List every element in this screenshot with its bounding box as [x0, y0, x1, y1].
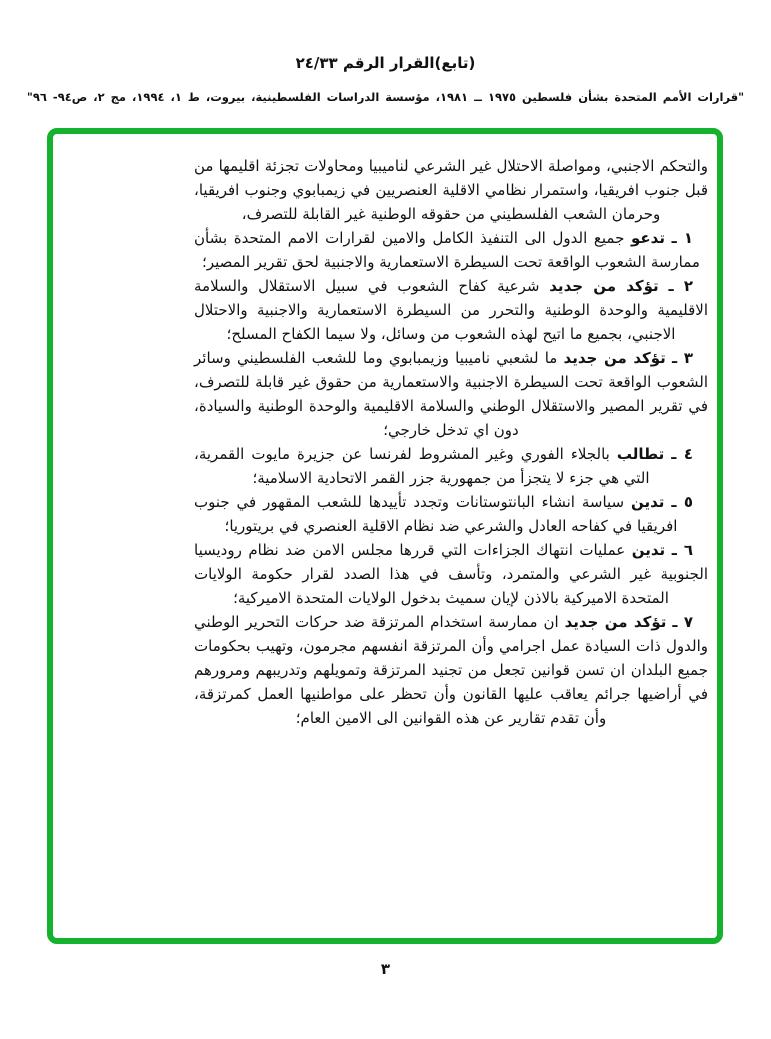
clause-verb: تؤكد من جديد — [563, 349, 666, 367]
clause-text: شرعية كفاح الشعوب في سبيل الاستقلال والسلامة الاقليمية والوحدة الوطنية والتحرر من السيطرة الاستعمارية والاجنبية والاحتلال الاجنبي، بجميع ما اتيح لهذه الشعوب من وسائل، ولا سيما الكفاح المسلح؛ — [194, 277, 708, 343]
clause-number: ٢ ـ — [668, 277, 693, 295]
page-number: ٣ — [380, 960, 391, 978]
clause-paragraph-7 — [194, 610, 708, 730]
resolution-body — [194, 154, 708, 730]
clause-verb: تؤكد من جديد — [564, 613, 667, 631]
clause-text: ان ممارسة استخدام المرتزقة ضد حركات التحرير الوطني والدول ذات السيادة عمل اجرامي وأن المرتزقة انفسهم مجرمون، وتهيب بحكومات جميع البلدان ان تسن قوانين تجعل من تجنيد المرتزقة وتمويلهم وتدريبهم ومرورهم في أراضيها جرائم يعاقب عليها القانون وأن تحظر على مواطنيها العمل كمرتزقة، وأن تقدم تقارير عن هذه القوانين الى الامين العام؛ — [194, 613, 708, 727]
clause-text: بالجلاء الفوري وغير المشروط لفرنسا عن جزيرة مايوت القمرية، التي هي جزء لا يتجزأ من جمهورية جزر القمر الاتحادية الاسلامية؛ — [194, 445, 650, 487]
clause-number: ٦ ـ — [671, 541, 693, 559]
resolution-title: (تابع)القرار الرقم ٢٤/٣٣ — [295, 54, 476, 72]
clause-verb: تؤكد من جديد — [549, 277, 659, 295]
clause-paragraph-3 — [194, 346, 708, 442]
clause-number: ٣ ـ — [672, 349, 693, 367]
green-frame — [47, 128, 723, 944]
clause-number: ٤ ـ — [671, 445, 693, 463]
clause-paragraph-6 — [194, 538, 708, 610]
clause-verb: تطالب — [616, 445, 665, 463]
clause-text: عمليات انتهاك الجزاءات التي قررها مجلس الامن ضد نظام روديسيا الجنوبية غير الشرعي والمتمرد، وتأسف في هذا الصدد لقرار حكومة الولايات المتحدة الاميركية بالاذن لإيان سميث بدخول الولايات المتحدة الاميركية؛ — [194, 541, 708, 607]
clause-number: ٧ ـ — [672, 613, 694, 631]
clause-paragraph-5 — [194, 490, 708, 538]
clause-text: جميع الدول الى التنفيذ الكامل والامين لقرارات الامم المتحدة بشأن ممارسة الشعوب الواقعة تحت السيطرة الاستعمارية والاجنبية لحق تقرير المصير؛ — [194, 229, 700, 271]
clause-verb: تدين — [631, 541, 666, 559]
preamble-paragraph: والتحكم الاجنبي، ومواصلة الاحتلال غير الشرعي لناميبيا ومحاولات تجزئة اقليمها من قبل جنوب افريقيا، واستمرار نظامي الاقلية العنصريين في زيمبابوي وجنوب افريقيا، وحرمان الشعب الفلسطيني من حقوقه الوطنية غير القابلة للتصرف، — [194, 157, 708, 223]
clause-verb: تدعو — [631, 229, 665, 247]
clause-paragraph-2 — [194, 274, 708, 346]
clause-paragraph-4 — [194, 442, 708, 490]
clause-number: ٥ ـ — [671, 493, 693, 511]
clause-verb: تدين — [631, 493, 665, 511]
clause-number: ١ ـ — [671, 229, 693, 247]
source-citation: "قرارات الأمم المتحدة بشأن فلسطين ١٩٧٥ ــ ١٩٨١، مؤسسة الدراسات الفلسطينية، بيروت، ط ١، ١٩٩٤، مج ٢، ص٩٤- ٩٦" — [26, 90, 745, 104]
clause-text: سياسة انشاء البانتوستانات وتجدد تأييدها للشعب المقهور في جنوب افريقيا في كفاحه العادل والشرعي ضد نظام الاقلية العنصري في بريتوريا؛ — [194, 493, 678, 535]
clause-paragraph-1 — [194, 226, 708, 274]
clause-text: ما لشعبي ناميبيا وزيمبابوي وما للشعب الفلسطيني وسائر الشعوب الواقعة تحت السيطرة الاجنبية والاستعمارية من حقوق غير قابلة للتصرف، في تقرير المصير والاستقلال الوطني والسلامة الاقليمية والوحدة الوطنية والسيادة، دون اي تدخل خارجي؛ — [194, 349, 708, 439]
